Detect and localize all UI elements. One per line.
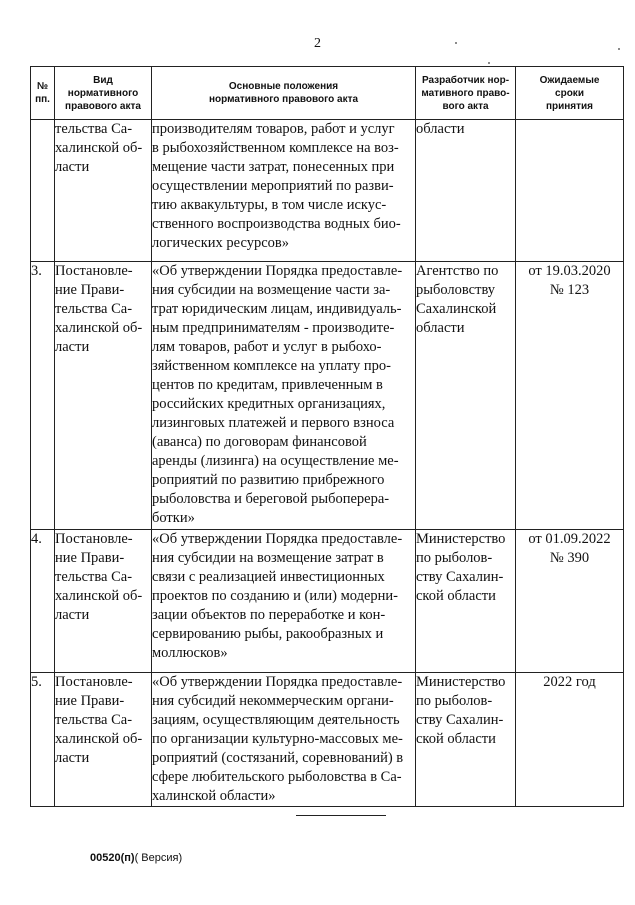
row-num: 5. bbox=[31, 673, 55, 807]
header-developer: Разработчик нор- мативного право- вого акта bbox=[416, 67, 516, 120]
table-row bbox=[31, 120, 624, 262]
row-act-content: «Об утверждении Порядка предоставле- ния субсидии на возмещение части за- трат юридическим лицам, индивидуаль- ным предпринимателям - производите- лям товаров, работ и услуг в рыбохо- зяйственном комплексе на уплату про- центов по кредитам, привлеченным в российских кредитных организациях, лизинговых платежей и первого взноса (аванса) по договорам финансовой аренды (лизинга) на осуществление ме- роприятий по развитию прибрежного рыболовства и береговой рыбоперера- ботки» bbox=[152, 262, 416, 530]
row-deadline: 2022 год bbox=[516, 673, 624, 807]
header-num: № пп. bbox=[31, 67, 55, 120]
row-developer: Министерство по рыболов- ству Сахалин- ской области bbox=[416, 673, 516, 807]
row-act-type: Постановле- ние Прави- тельства Са- халинской об- ласти bbox=[55, 262, 152, 530]
table-row bbox=[31, 530, 624, 673]
row-num: 3. bbox=[31, 262, 55, 530]
table-row bbox=[31, 673, 624, 807]
scan-speck bbox=[618, 48, 620, 50]
document-footer bbox=[90, 852, 182, 864]
row-act-content: «Об утверждении Порядка предоставле- ния субсидии на возмещение затрат в связи с реализацией инвестиционных проектов по созданию и (или) модерни- зации объектов по переработке и кон- сервированию рыбы, ракообразных и моллюсков» bbox=[152, 530, 416, 673]
row-developer: Агентство по рыболовству Сахалинской области bbox=[416, 262, 516, 530]
legal-acts-table bbox=[30, 66, 624, 807]
header-deadline: Ожидаемые сроки принятия bbox=[516, 67, 624, 120]
row-developer: Министерство по рыболов- ству Сахалин- ской области bbox=[416, 530, 516, 673]
row-act-type: тельства Са- халинской об- ласти bbox=[55, 120, 152, 262]
row-num bbox=[31, 120, 55, 262]
row-act-type: Постановле- ние Прави- тельства Са- халинской об- ласти bbox=[55, 530, 152, 673]
scan-speck bbox=[455, 42, 457, 44]
footnote-separator bbox=[296, 815, 386, 816]
row-deadline: от 19.03.2020 № 123 bbox=[516, 262, 624, 530]
row-deadline: от 01.09.2022 № 390 bbox=[516, 530, 624, 673]
row-deadline bbox=[516, 120, 624, 262]
document-code: 00520(п) bbox=[90, 852, 135, 864]
row-developer: области bbox=[416, 120, 516, 262]
header-act-content: Основные положения нормативного правового акта bbox=[152, 67, 416, 120]
table-row bbox=[31, 262, 624, 530]
row-num: 4. bbox=[31, 530, 55, 673]
row-act-content: производителям товаров, работ и услуг в рыбохозяйственном комплексе на воз- мещение части затрат, понесенных при осуществлении мероприятий по разви- тию аквакультуры, в том числе искус- ственного воспроизводства водных био- логических ресурсов» bbox=[152, 120, 416, 262]
header-act-type: Вид нормативного правового акта bbox=[55, 67, 152, 120]
row-act-type: Постановле- ние Прави- тельства Са- халинской об- ласти bbox=[55, 673, 152, 807]
page-number: 2 bbox=[314, 36, 321, 51]
row-act-content: «Об утверждении Порядка предоставле- ния субсидий некоммерческим органи- зациям, осуществляющим деятельность по организации культурно-массовых ме- роприятий (состязаний, соревнований) в сфере любительского рыболовства в Са- халинской области» bbox=[152, 673, 416, 807]
table-header-row bbox=[31, 67, 624, 120]
scan-speck bbox=[488, 62, 490, 64]
document-version: ( Версия) bbox=[134, 852, 183, 864]
